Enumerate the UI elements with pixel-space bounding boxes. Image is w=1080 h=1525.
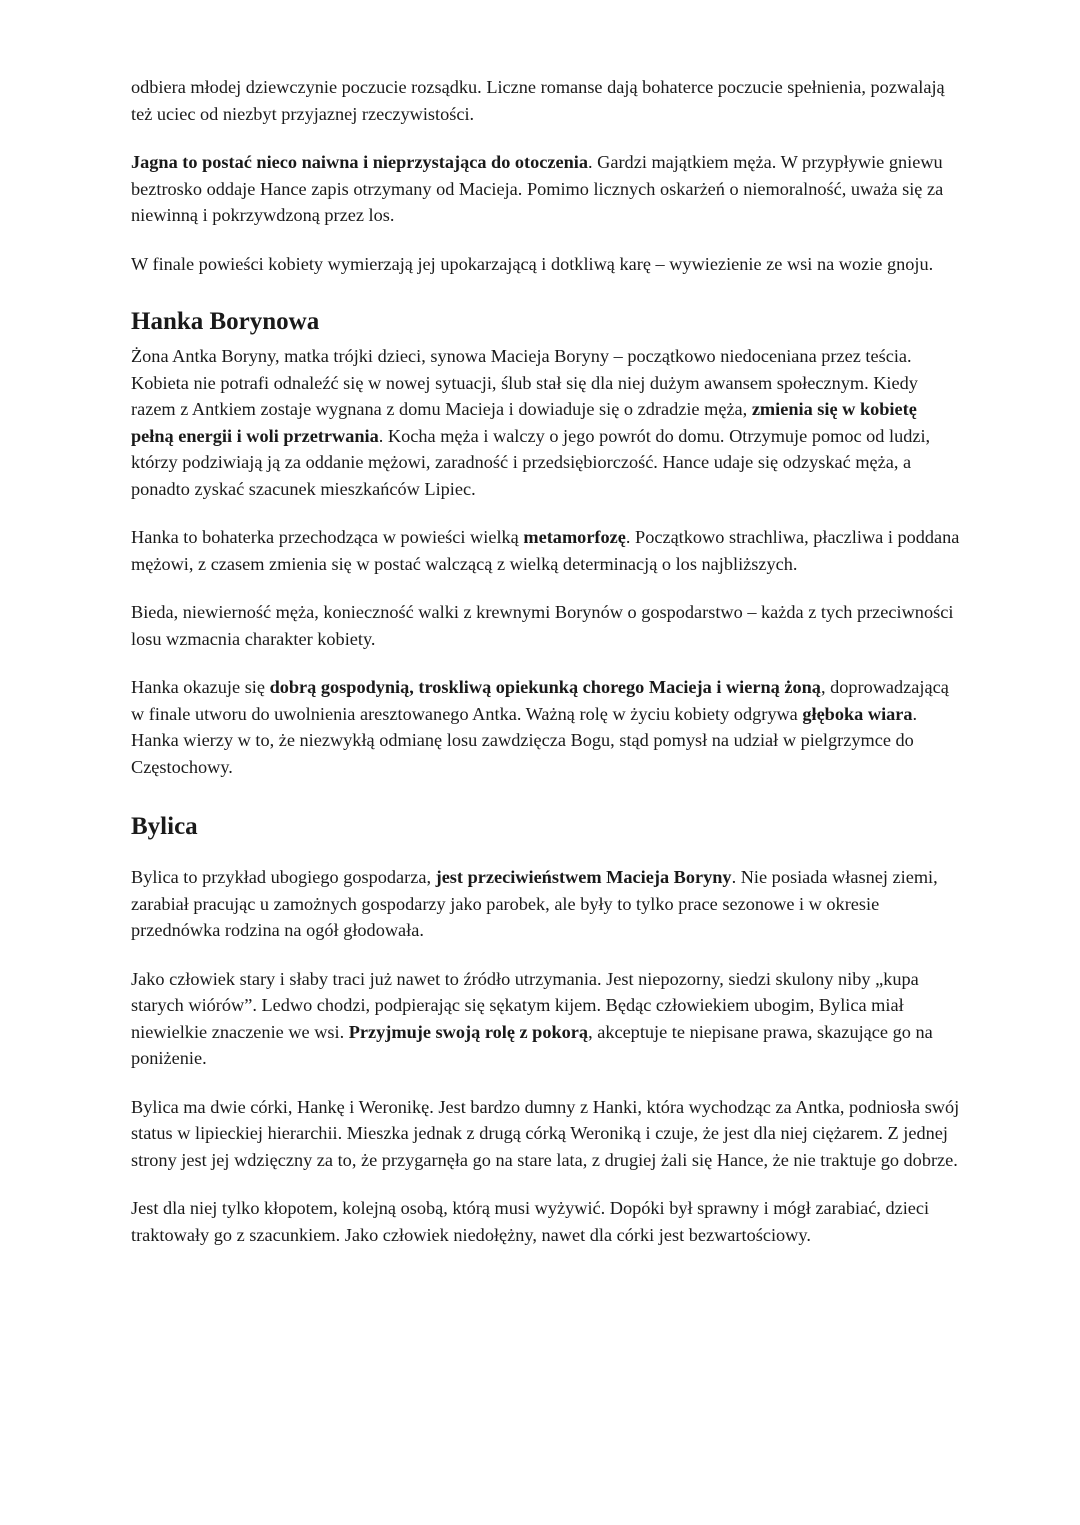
- paragraph: [131, 343, 961, 502]
- bold-text: głęboka wiara: [802, 703, 913, 724]
- bold-text: Przyjmuje swoją rolę z pokorą: [348, 1021, 589, 1042]
- text-run: Bylica ma dwie córki, Hankę i Weronikę. Jest bardzo dumny z Hanki, która wychodząc za Antka, podniosła swój status w lipieckiej hierarchii. Mieszka jednak z drugą córką Weroniką i czuje, że jest dla niej ciężarem. Z jednej strony jest jej wdzięczny za to, że przygarnęła go na stare lata, z drugiej żali się Hance, że nie traktuje go dobrze.: [131, 1096, 960, 1170]
- paragraph: [131, 674, 961, 780]
- text-run: . Hanka wierzy w to, że niezwykłą odmianę losu zawdzięcza Bogu, stąd pomysł na udział w pielgrzymce do Częstochowy.: [131, 703, 918, 777]
- text-run: Bieda, niewierność męża, konieczność walki z krewnymi Borynów o gospodarstwo – każda z tych przeciwności losu wzmacnia charakter kobiety.: [131, 602, 954, 649]
- paragraph: [131, 966, 961, 1072]
- text-run: W finale powieści kobiety wymierzają jej upokarzającą i dotkliwą karę – wywiezienie ze wsi na wozie gnoju.: [131, 253, 934, 274]
- paragraph: [131, 74, 961, 127]
- paragraph: [131, 149, 961, 229]
- bold-text: zmienia się w kobietę pełną energii i woli przetrwania: [131, 399, 917, 446]
- paragraph: [131, 251, 961, 278]
- text-run: Hanka to bohaterka przechodząca w powieści wielką: [131, 527, 524, 547]
- bold-text: Jagna to postać nieco naiwna i nieprzystająca do otoczenia: [131, 152, 589, 172]
- section-heading-bylica: Bylica: [131, 813, 198, 840]
- section-heading-hanka-borynowa: Hanka Borynowa: [131, 308, 320, 335]
- text-run: Jako człowiek stary i słaby traci już nawet to źródło utrzymania. Jest niepozorny, siedzi skulony niby „kupa starych wiórów”. Ledwo chodzi, podpierając się sękatym kijem. Będąc człowiekiem ubogim, Bylica miał niewielkie znaczenie we wsi.: [131, 968, 919, 1042]
- text-run: odbiera młodej dziewczynie poczucie rozsądku. Liczne romanse dają bohaterce poczucie spełnienia, pozwalają też uciec od niezbyt przyjaznej rzeczywistości.: [131, 77, 945, 124]
- text-run: Hanka okazuje się: [131, 677, 270, 697]
- paragraph: [131, 864, 961, 944]
- text-run: Bylica to przykład ubogiego gospodarza,: [131, 867, 436, 887]
- bold-text: jest przeciwieństwem Macieja Boryny: [435, 867, 732, 887]
- text-run: Żona Antka Boryny, matka trójki dzieci, synowa Macieja Boryny – początkowo niedoceniana przez teścia. Kobieta nie potrafi odnaleźć się w nowej sytuacji, ślub stał się dla niej dużym awansem społecznym. Kiedy razem z Antkiem zostaje wygnana z domu Macieja i dowiaduje się o zdradzie męża,: [131, 346, 918, 419]
- paragraph: [131, 1094, 961, 1174]
- document-page: [131, 74, 961, 1270]
- paragraph: [131, 1195, 961, 1248]
- text-run: Jest dla niej tylko kłopotem, kolejną osobą, którą musi wyżywić. Dopóki był sprawny i mógł zarabiać, dzieci traktowały go z szacunkiem. Jako człowiek niedołężny, nawet dla córki jest bezwartościowy.: [131, 1198, 930, 1245]
- text-run: . Gardzi majątkiem męża. W przypływie gniewu beztrosko oddaje Hance zapis otrzymany od Macieja. Pomimo licznych oskarżeń o niemoralność, uważa się za niewinną i pokrzywdzoną przez los.: [131, 152, 944, 225]
- text-run: . Nie posiada własnej ziemi, zarabiał pracując u zamożnych gospodarzy jako parobek, ale były to tylko prace sezonowe i w okresie przednówka rodzina na ogół głodowała.: [131, 867, 938, 940]
- paragraph: [131, 524, 961, 577]
- bold-text: metamorfozę: [523, 527, 626, 547]
- bold-text: dobrą gospodynią, troskliwą opiekunką chorego Macieja i wierną żoną: [269, 677, 821, 697]
- text-run: . Kocha męża i walczy o jego powrót do domu. Otrzymuje pomoc od ludzi, którzy podziwiają ją za oddanie mężowi, zaradność i przedsiębiorczość. Hance udaje się odzyskać męża, a ponadto zyskać szacunek mieszkańców Lipiec.: [131, 425, 931, 499]
- paragraph: [131, 599, 961, 652]
- text-run: . Początkowo strachliwa, płaczliwa i poddana mężowi, z czasem zmienia się w postać walczącą z wielką determinacją o los najbliższych.: [131, 527, 960, 574]
- text-run: , akceptuje te niepisane prawa, skazujące go na poniżenie.: [131, 1021, 933, 1068]
- text-run: , doprowadzającą w finale utworu do uwolnienia aresztowanego Antka. Ważną rolę w życiu kobiety odgrywa: [131, 677, 949, 724]
